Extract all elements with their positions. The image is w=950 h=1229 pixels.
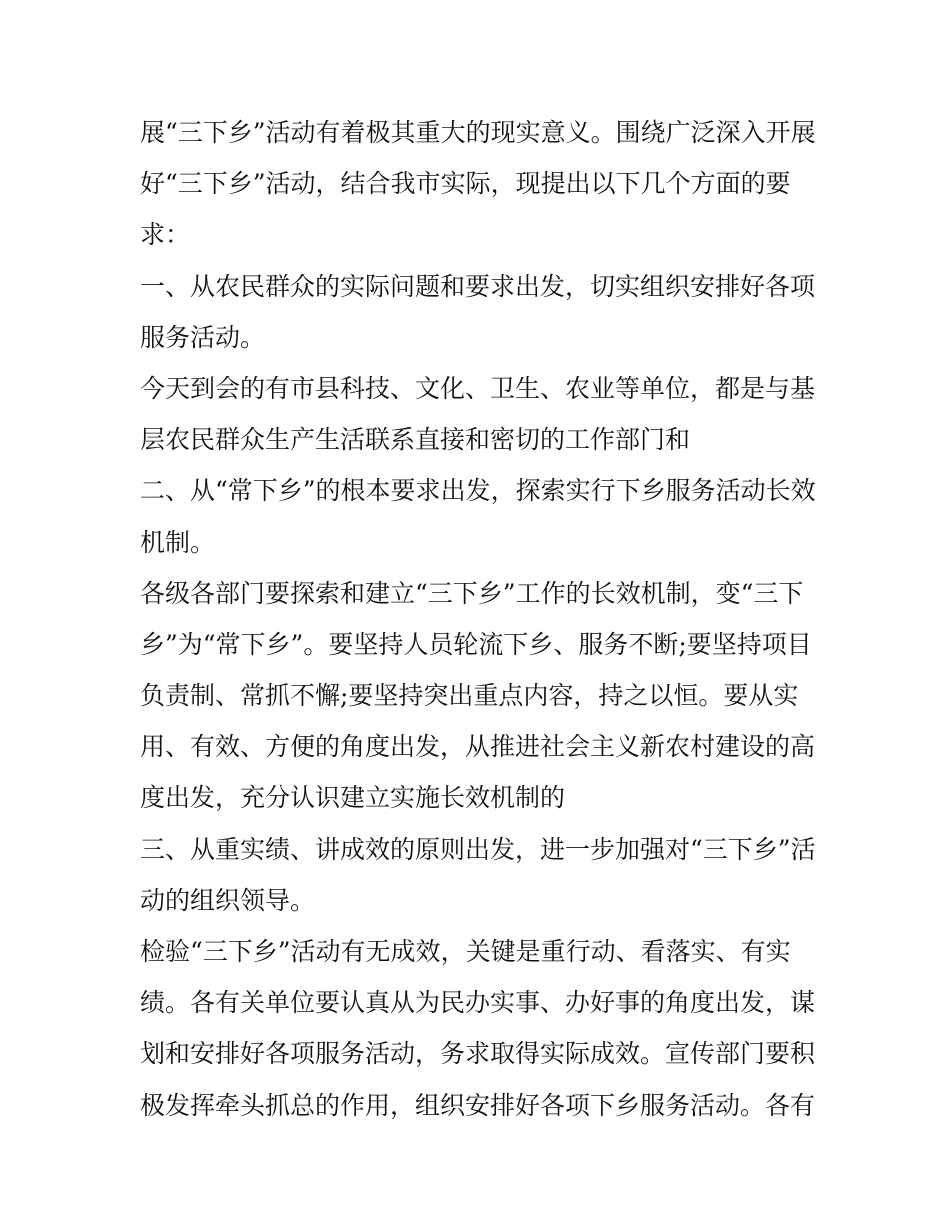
section-heading-line: 服务活动。 [140, 322, 266, 352]
text-line: 检验“三下乡”活动有无成效，关键是重行动、看落实、有实 [140, 937, 791, 966]
text-line: 今天到会的有市县科技、文化、卫生、农业等单位，都是与基 [140, 373, 816, 403]
text-line: 展“三下乡”活动有着极其重大的现实意义。围绕广泛深入开展 [140, 118, 816, 147]
section-heading-line: 三、从重实绩、讲成效的原则出发，进一步加强对“三下乡”活 [140, 834, 816, 864]
text-line: 用、有效、方便的角度出发，从推进社会主义新农村建设的高 [140, 732, 816, 762]
text-line: 各级各部门要探索和建立“三下乡”工作的长效机制，变“三下 [140, 578, 804, 608]
section-heading-line: 机制。 [140, 527, 216, 557]
text-line: 好“三下乡”活动，结合我市实际，现提出以下几个方面的要 [140, 169, 791, 199]
text-line: 乡”为“常下乡”。要坚持人员轮流下乡、服务不断;要坚持项目 [140, 629, 812, 659]
section-heading-line: 动的组织领导。 [140, 885, 316, 915]
section-heading-line: 二、从“常下乡”的根本要求出发，探索实行下乡服务活动长效 [140, 476, 816, 506]
text-line: 度出发，充分认识建立实施长效机制的 [140, 783, 566, 813]
section-heading-line: 一、从农民群众的实际问题和要求出发，切实组织安排好各项 [140, 271, 816, 301]
text-line: 层农民群众生产生活联系直接和密切的工作部门和 [140, 425, 691, 455]
text-line: 划和安排好各项服务活动，务求取得实际成效。宣传部门要积 [140, 1039, 816, 1069]
text-line: 绩。各有关单位要认真从为民办实事、办好事的角度出发，谋 [140, 988, 816, 1018]
text-line: 负责制、常抓不懈;要坚持突出重点内容，持之以恒。要从实 [140, 681, 799, 711]
text-line: 求： [140, 220, 191, 250]
document-body [140, 107, 820, 1131]
text-line: 极发挥牵头抓总的作用，组织安排好各项下乡服务活动。各有 [140, 1090, 816, 1120]
